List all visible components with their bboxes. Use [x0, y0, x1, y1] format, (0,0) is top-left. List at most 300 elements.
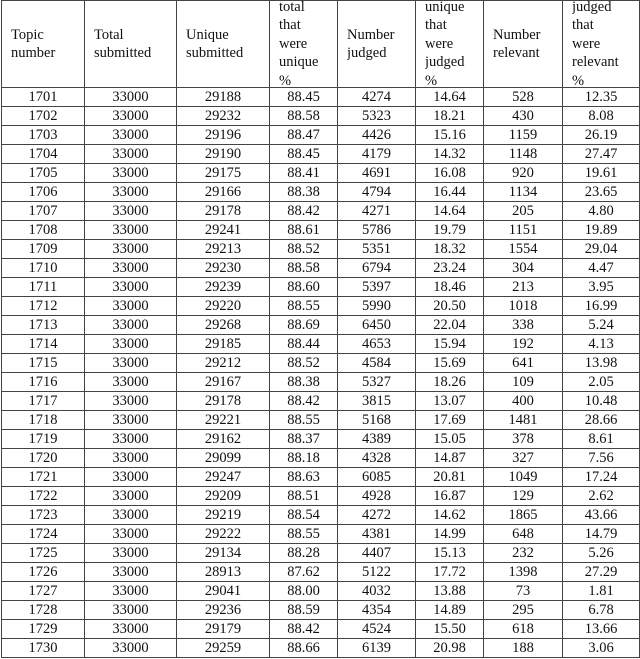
- table-row: [2, 88, 640, 107]
- cell-number-judged: 4691: [338, 164, 416, 183]
- cell-unique-submitted: 29162: [177, 430, 270, 449]
- table-row: [2, 639, 640, 658]
- table-row: [2, 221, 640, 240]
- cell-total-submitted: 33000: [85, 411, 177, 430]
- cell-number-judged: 4928: [338, 487, 416, 506]
- table-row: [2, 487, 640, 506]
- cell-topic-number: 1730: [2, 639, 85, 658]
- cell-pct-relevant: 27.29: [563, 563, 640, 582]
- cell-topic-number: 1721: [2, 468, 85, 487]
- table-row: [2, 373, 640, 392]
- cell-pct-judged: 14.64: [416, 88, 484, 107]
- table-row: [2, 145, 640, 164]
- cell-topic-number: 1713: [2, 316, 85, 335]
- table-row: [2, 202, 640, 221]
- cell-number-relevant: 73: [484, 582, 563, 601]
- table-row: [2, 620, 640, 639]
- cell-unique-submitted: 29185: [177, 335, 270, 354]
- header-line: Topic: [11, 26, 44, 43]
- cell-total-submitted: 33000: [85, 88, 177, 107]
- cell-pct-unique: 88.58: [270, 107, 338, 126]
- cell-number-relevant: 1159: [484, 126, 563, 145]
- cell-pct-judged: 16.44: [416, 183, 484, 202]
- table-row: [2, 601, 640, 620]
- cell-number-judged: 6450: [338, 316, 416, 335]
- header-line: judged: [347, 45, 387, 61]
- cell-total-submitted: 33000: [85, 582, 177, 601]
- cell-pct-relevant: 26.19: [563, 126, 640, 145]
- cell-pct-judged: 15.13: [416, 544, 484, 563]
- table-row: [2, 335, 640, 354]
- cell-unique-submitted: 29213: [177, 240, 270, 259]
- cell-unique-submitted: 29239: [177, 278, 270, 297]
- header-line: %: [425, 72, 438, 87]
- header-line: %: [572, 72, 585, 87]
- cell-unique-submitted: 29188: [177, 88, 270, 107]
- cell-pct-judged: 15.16: [416, 126, 484, 145]
- cell-topic-number: 1722: [2, 487, 85, 506]
- cell-pct-judged: 14.89: [416, 601, 484, 620]
- cell-topic-number: 1707: [2, 202, 85, 221]
- cell-number-judged: 5323: [338, 107, 416, 126]
- cell-number-relevant: 205: [484, 202, 563, 221]
- cell-pct-judged: 15.69: [416, 354, 484, 373]
- table-row: [2, 430, 640, 449]
- cell-pct-unique: 88.69: [270, 316, 338, 335]
- topic-statistics-table: [1, 0, 640, 658]
- cell-pct-unique: 88.61: [270, 221, 338, 240]
- cell-topic-number: 1727: [2, 582, 85, 601]
- header-line: that: [572, 17, 594, 34]
- header-line: unique: [279, 54, 319, 71]
- cell-pct-unique: 88.60: [270, 278, 338, 297]
- cell-unique-submitted: 29099: [177, 449, 270, 468]
- cell-topic-number: 1710: [2, 259, 85, 278]
- cell-pct-judged: 14.99: [416, 525, 484, 544]
- cell-topic-number: 1705: [2, 164, 85, 183]
- cell-number-relevant: 232: [484, 544, 563, 563]
- cell-topic-number: 1703: [2, 126, 85, 145]
- cell-number-judged: 6794: [338, 259, 416, 278]
- cell-unique-submitted: 29167: [177, 373, 270, 392]
- cell-unique-submitted: 29179: [177, 620, 270, 639]
- cell-unique-submitted: 29134: [177, 544, 270, 563]
- cell-pct-relevant: 1.81: [563, 582, 640, 601]
- cell-topic-number: 1714: [2, 335, 85, 354]
- table-row: [2, 468, 640, 487]
- cell-number-judged: 4794: [338, 183, 416, 202]
- cell-pct-relevant: 13.98: [563, 354, 640, 373]
- cell-unique-submitted: 29230: [177, 259, 270, 278]
- cell-total-submitted: 33000: [85, 544, 177, 563]
- cell-pct-unique: 88.18: [270, 449, 338, 468]
- cell-total-submitted: 33000: [85, 107, 177, 126]
- cell-number-judged: 4179: [338, 145, 416, 164]
- cell-number-relevant: 338: [484, 316, 563, 335]
- cell-pct-relevant: 28.66: [563, 411, 640, 430]
- cell-pct-relevant: 4.47: [563, 259, 640, 278]
- cell-pct-judged: 18.46: [416, 278, 484, 297]
- cell-number-judged: 5990: [338, 297, 416, 316]
- header-line: judged: [572, 1, 612, 15]
- cell-pct-relevant: 43.66: [563, 506, 640, 525]
- cell-unique-submitted: 29212: [177, 354, 270, 373]
- column-header-topic-number: [2, 1, 85, 88]
- cell-pct-relevant: 13.66: [563, 620, 640, 639]
- cell-topic-number: 1701: [2, 88, 85, 107]
- cell-pct-judged: 17.69: [416, 411, 484, 430]
- cell-total-submitted: 33000: [85, 639, 177, 658]
- cell-number-judged: 4381: [338, 525, 416, 544]
- cell-pct-relevant: 14.79: [563, 525, 640, 544]
- header-line: that: [279, 17, 301, 34]
- cell-pct-unique: 88.52: [270, 240, 338, 259]
- cell-pct-judged: 22.04: [416, 316, 484, 335]
- cell-total-submitted: 33000: [85, 620, 177, 639]
- cell-number-relevant: 129: [484, 487, 563, 506]
- table-row: [2, 544, 640, 563]
- cell-number-judged: 4354: [338, 601, 416, 620]
- header-line: were: [572, 35, 601, 52]
- cell-unique-submitted: 29196: [177, 126, 270, 145]
- cell-pct-judged: 17.72: [416, 563, 484, 582]
- cell-total-submitted: 33000: [85, 354, 177, 373]
- cell-unique-submitted: 29232: [177, 107, 270, 126]
- cell-total-submitted: 33000: [85, 221, 177, 240]
- cell-pct-unique: 88.38: [270, 183, 338, 202]
- cell-pct-relevant: 6.78: [563, 601, 640, 620]
- cell-pct-relevant: 17.24: [563, 468, 640, 487]
- cell-pct-relevant: 8.08: [563, 107, 640, 126]
- cell-unique-submitted: 29209: [177, 487, 270, 506]
- cell-number-judged: 4524: [338, 620, 416, 639]
- cell-pct-judged: 20.81: [416, 468, 484, 487]
- cell-pct-relevant: 4.13: [563, 335, 640, 354]
- cell-topic-number: 1728: [2, 601, 85, 620]
- cell-number-relevant: 528: [484, 88, 563, 107]
- header-line: Unique: [186, 26, 229, 43]
- header-line: %: [279, 72, 292, 87]
- cell-unique-submitted: 29178: [177, 202, 270, 221]
- column-header-number-relevant: [484, 1, 563, 88]
- cell-number-relevant: 641: [484, 354, 563, 373]
- cell-unique-submitted: 28913: [177, 563, 270, 582]
- header-line: were: [279, 35, 308, 52]
- cell-pct-relevant: 27.47: [563, 145, 640, 164]
- column-header-pct-relevant: [563, 1, 640, 88]
- cell-number-judged: 4274: [338, 88, 416, 107]
- cell-pct-judged: 20.50: [416, 297, 484, 316]
- table-row: [2, 107, 640, 126]
- cell-number-relevant: 430: [484, 107, 563, 126]
- column-header-unique-submitted: [177, 1, 270, 88]
- column-header-number-judged: [338, 1, 416, 88]
- cell-number-judged: 5168: [338, 411, 416, 430]
- cell-number-relevant: 192: [484, 335, 563, 354]
- cell-total-submitted: 33000: [85, 259, 177, 278]
- cell-number-relevant: 1481: [484, 411, 563, 430]
- cell-topic-number: 1717: [2, 392, 85, 411]
- cell-pct-relevant: 12.35: [563, 88, 640, 107]
- cell-pct-judged: 18.32: [416, 240, 484, 259]
- cell-total-submitted: 33000: [85, 164, 177, 183]
- cell-unique-submitted: 29178: [177, 392, 270, 411]
- cell-unique-submitted: 29220: [177, 297, 270, 316]
- column-header-total-submitted: [85, 1, 177, 88]
- cell-pct-unique: 88.55: [270, 525, 338, 544]
- cell-total-submitted: 33000: [85, 240, 177, 259]
- cell-pct-judged: 13.88: [416, 582, 484, 601]
- cell-total-submitted: 33000: [85, 145, 177, 164]
- table-row: [2, 126, 640, 145]
- header-line: number: [11, 45, 56, 61]
- cell-unique-submitted: 29241: [177, 221, 270, 240]
- cell-pct-unique: 88.52: [270, 354, 338, 373]
- cell-topic-number: 1712: [2, 297, 85, 316]
- cell-pct-unique: 88.63: [270, 468, 338, 487]
- cell-unique-submitted: 29041: [177, 582, 270, 601]
- cell-pct-relevant: 8.61: [563, 430, 640, 449]
- cell-unique-submitted: 29219: [177, 506, 270, 525]
- cell-pct-judged: 18.26: [416, 373, 484, 392]
- cell-pct-judged: 23.24: [416, 259, 484, 278]
- cell-pct-unique: 88.37: [270, 430, 338, 449]
- cell-pct-unique: 88.45: [270, 145, 338, 164]
- cell-number-judged: 5786: [338, 221, 416, 240]
- table-body: [2, 88, 640, 658]
- cell-topic-number: 1719: [2, 430, 85, 449]
- cell-number-relevant: 213: [484, 278, 563, 297]
- cell-number-judged: 5397: [338, 278, 416, 297]
- table-row: [2, 259, 640, 278]
- cell-number-relevant: 1554: [484, 240, 563, 259]
- header-line: submitted: [186, 45, 244, 61]
- header-line: total: [279, 1, 305, 15]
- cell-topic-number: 1708: [2, 221, 85, 240]
- cell-total-submitted: 33000: [85, 183, 177, 202]
- cell-topic-number: 1718: [2, 411, 85, 430]
- cell-pct-judged: 15.05: [416, 430, 484, 449]
- table-row: [2, 240, 640, 259]
- cell-total-submitted: 33000: [85, 316, 177, 335]
- table-row: [2, 563, 640, 582]
- cell-pct-relevant: 3.06: [563, 639, 640, 658]
- cell-number-relevant: 1134: [484, 183, 563, 202]
- cell-number-relevant: 1398: [484, 563, 563, 582]
- cell-total-submitted: 33000: [85, 601, 177, 620]
- table-row: [2, 354, 640, 373]
- cell-number-relevant: 648: [484, 525, 563, 544]
- column-header-pct-judged: [416, 1, 484, 88]
- cell-pct-unique: 88.38: [270, 373, 338, 392]
- cell-pct-unique: 88.28: [270, 544, 338, 563]
- cell-topic-number: 1724: [2, 525, 85, 544]
- cell-unique-submitted: 29190: [177, 145, 270, 164]
- table-row: [2, 316, 640, 335]
- cell-number-relevant: 400: [484, 392, 563, 411]
- cell-pct-judged: 13.07: [416, 392, 484, 411]
- cell-number-relevant: 618: [484, 620, 563, 639]
- cell-pct-relevant: 10.48: [563, 392, 640, 411]
- header-line: Number: [347, 26, 395, 43]
- cell-topic-number: 1704: [2, 145, 85, 164]
- cell-pct-relevant: 19.89: [563, 221, 640, 240]
- cell-pct-judged: 14.64: [416, 202, 484, 221]
- cell-unique-submitted: 29247: [177, 468, 270, 487]
- cell-topic-number: 1706: [2, 183, 85, 202]
- cell-topic-number: 1702: [2, 107, 85, 126]
- cell-topic-number: 1723: [2, 506, 85, 525]
- cell-number-judged: 4389: [338, 430, 416, 449]
- cell-topic-number: 1729: [2, 620, 85, 639]
- cell-topic-number: 1716: [2, 373, 85, 392]
- cell-pct-relevant: 4.80: [563, 202, 640, 221]
- cell-pct-judged: 15.94: [416, 335, 484, 354]
- cell-number-judged: 4426: [338, 126, 416, 145]
- cell-total-submitted: 33000: [85, 126, 177, 145]
- header-line: Total: [94, 26, 124, 43]
- cell-total-submitted: 33000: [85, 392, 177, 411]
- cell-pct-judged: 14.32: [416, 145, 484, 164]
- cell-total-submitted: 33000: [85, 430, 177, 449]
- cell-pct-unique: 88.45: [270, 88, 338, 107]
- header-line: Number: [493, 26, 541, 43]
- cell-unique-submitted: 29236: [177, 601, 270, 620]
- cell-unique-submitted: 29222: [177, 525, 270, 544]
- cell-number-judged: 4328: [338, 449, 416, 468]
- cell-total-submitted: 33000: [85, 487, 177, 506]
- cell-pct-unique: 87.62: [270, 563, 338, 582]
- cell-total-submitted: 33000: [85, 563, 177, 582]
- table-row: [2, 525, 640, 544]
- cell-topic-number: 1709: [2, 240, 85, 259]
- cell-pct-relevant: 5.26: [563, 544, 640, 563]
- cell-topic-number: 1726: [2, 563, 85, 582]
- header-line: submitted: [94, 45, 152, 61]
- cell-number-relevant: 1151: [484, 221, 563, 240]
- cell-number-judged: 4407: [338, 544, 416, 563]
- cell-pct-unique: 88.66: [270, 639, 338, 658]
- cell-topic-number: 1715: [2, 354, 85, 373]
- cell-number-judged: 4653: [338, 335, 416, 354]
- cell-number-judged: 4032: [338, 582, 416, 601]
- cell-number-relevant: 1148: [484, 145, 563, 164]
- header-row: [2, 1, 640, 88]
- cell-total-submitted: 33000: [85, 202, 177, 221]
- cell-total-submitted: 33000: [85, 449, 177, 468]
- cell-total-submitted: 33000: [85, 335, 177, 354]
- cell-pct-unique: 88.42: [270, 392, 338, 411]
- cell-pct-unique: 88.00: [270, 582, 338, 601]
- cell-pct-judged: 14.87: [416, 449, 484, 468]
- cell-number-relevant: 1865: [484, 506, 563, 525]
- cell-pct-unique: 88.54: [270, 506, 338, 525]
- header-line: that: [425, 17, 447, 34]
- cell-pct-relevant: 2.05: [563, 373, 640, 392]
- header-line: unique: [425, 1, 465, 15]
- cell-number-judged: 5327: [338, 373, 416, 392]
- cell-number-relevant: 295: [484, 601, 563, 620]
- cell-pct-relevant: 19.61: [563, 164, 640, 183]
- cell-total-submitted: 33000: [85, 297, 177, 316]
- table-row: [2, 411, 640, 430]
- cell-number-judged: 6139: [338, 639, 416, 658]
- cell-number-relevant: 378: [484, 430, 563, 449]
- cell-number-relevant: 1018: [484, 297, 563, 316]
- cell-pct-relevant: 3.95: [563, 278, 640, 297]
- cell-number-judged: 5122: [338, 563, 416, 582]
- table-row: [2, 506, 640, 525]
- cell-topic-number: 1725: [2, 544, 85, 563]
- cell-pct-relevant: 16.99: [563, 297, 640, 316]
- cell-pct-unique: 88.44: [270, 335, 338, 354]
- cell-pct-unique: 88.41: [270, 164, 338, 183]
- cell-number-relevant: 920: [484, 164, 563, 183]
- table-row: [2, 449, 640, 468]
- cell-number-relevant: 109: [484, 373, 563, 392]
- cell-pct-unique: 88.58: [270, 259, 338, 278]
- cell-pct-judged: 18.21: [416, 107, 484, 126]
- cell-number-judged: 4584: [338, 354, 416, 373]
- cell-unique-submitted: 29175: [177, 164, 270, 183]
- cell-pct-relevant: 29.04: [563, 240, 640, 259]
- cell-pct-judged: 15.50: [416, 620, 484, 639]
- table-row: [2, 297, 640, 316]
- cell-pct-relevant: 23.65: [563, 183, 640, 202]
- cell-pct-unique: 88.55: [270, 297, 338, 316]
- cell-topic-number: 1711: [2, 278, 85, 297]
- cell-number-relevant: 304: [484, 259, 563, 278]
- cell-unique-submitted: 29166: [177, 183, 270, 202]
- cell-topic-number: 1720: [2, 449, 85, 468]
- cell-number-judged: 3815: [338, 392, 416, 411]
- cell-number-relevant: 1049: [484, 468, 563, 487]
- cell-pct-unique: 88.55: [270, 411, 338, 430]
- cell-total-submitted: 33000: [85, 506, 177, 525]
- cell-pct-unique: 88.59: [270, 601, 338, 620]
- cell-pct-relevant: 2.62: [563, 487, 640, 506]
- table-row: [2, 164, 640, 183]
- cell-total-submitted: 33000: [85, 468, 177, 487]
- cell-number-judged: 5351: [338, 240, 416, 259]
- table-row: [2, 278, 640, 297]
- cell-unique-submitted: 29268: [177, 316, 270, 335]
- cell-pct-relevant: 5.24: [563, 316, 640, 335]
- cell-unique-submitted: 29221: [177, 411, 270, 430]
- cell-number-judged: 4272: [338, 506, 416, 525]
- cell-pct-unique: 88.42: [270, 620, 338, 639]
- cell-pct-relevant: 7.56: [563, 449, 640, 468]
- cell-number-judged: 4271: [338, 202, 416, 221]
- table-row: [2, 582, 640, 601]
- cell-pct-unique: 88.51: [270, 487, 338, 506]
- cell-pct-unique: 88.42: [270, 202, 338, 221]
- header-line: relevant: [572, 54, 619, 71]
- header-line: relevant: [493, 45, 540, 61]
- header-line: were: [425, 35, 454, 52]
- cell-total-submitted: 33000: [85, 525, 177, 544]
- cell-pct-judged: 20.98: [416, 639, 484, 658]
- table-row: [2, 183, 640, 202]
- cell-pct-judged: 19.79: [416, 221, 484, 240]
- table-row: [2, 392, 640, 411]
- cell-pct-judged: 16.87: [416, 487, 484, 506]
- cell-pct-unique: 88.47: [270, 126, 338, 145]
- cell-total-submitted: 33000: [85, 373, 177, 392]
- cell-number-judged: 6085: [338, 468, 416, 487]
- cell-total-submitted: 33000: [85, 278, 177, 297]
- cell-pct-judged: 14.62: [416, 506, 484, 525]
